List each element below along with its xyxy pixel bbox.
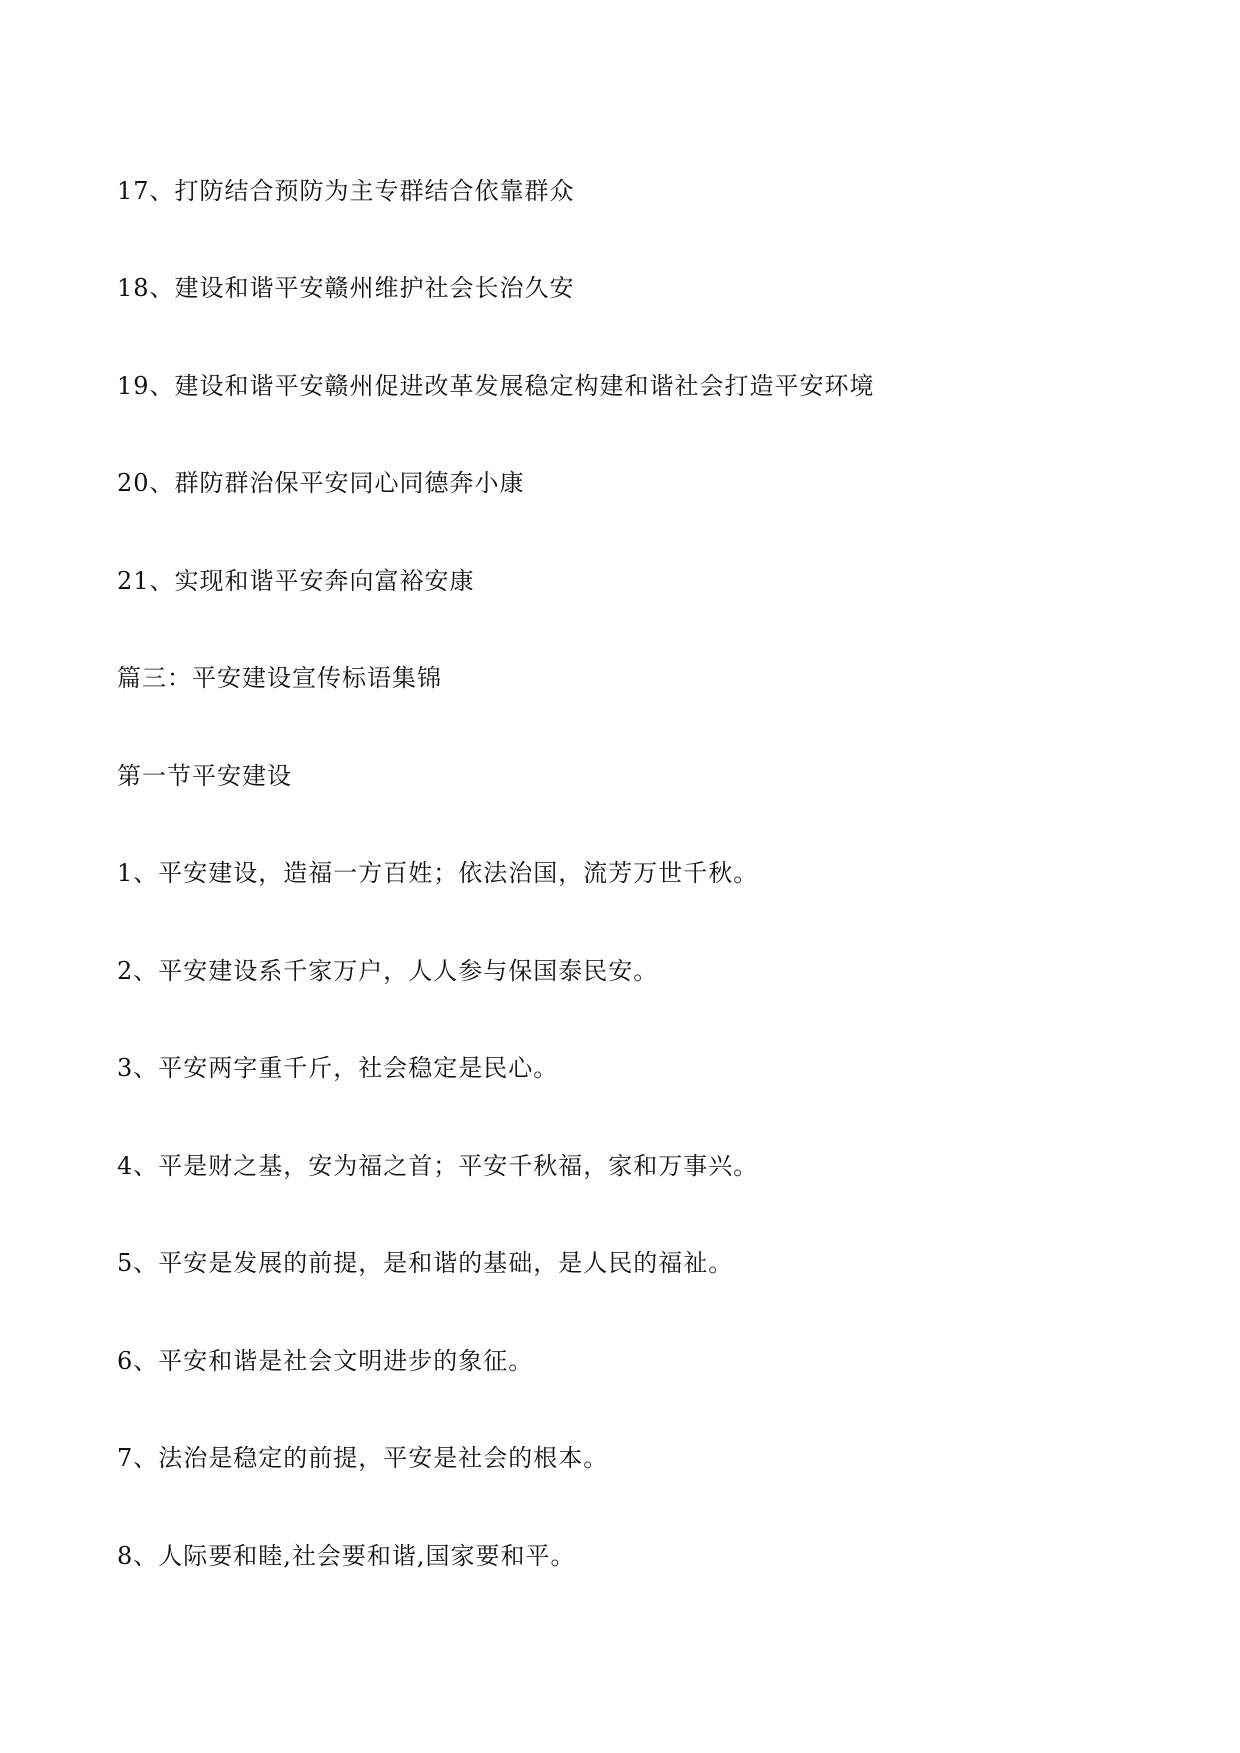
slogan-line-17: 17、打防结合预防为主专群结合依靠群众 <box>117 177 575 205</box>
section-heading: 篇三：平安建设宣传标语集锦 <box>117 664 442 692</box>
subsection-heading: 第一节平安建设 <box>117 762 292 790</box>
slogan-item-7: 7、法治是稳定的前提，平安是社会的根本。 <box>117 1444 609 1472</box>
slogan-item-4: 4、平是财之基，安为福之首；平安千秋福，家和万事兴。 <box>117 1152 759 1180</box>
slogan-item-5: 5、平安是发展的前提，是和谐的基础，是人民的福祉。 <box>117 1249 734 1277</box>
slogan-item-3: 3、平安两字重千斤，社会稳定是民心。 <box>117 1054 559 1082</box>
slogan-line-19: 19、建设和谐平安赣州促进改革发展稳定构建和谐社会打造平安环境 <box>117 372 875 400</box>
slogan-item-6: 6、平安和谐是社会文明进步的象征。 <box>117 1347 534 1375</box>
slogan-item-8: 8、人际要和睦,社会要和谐,国家要和平。 <box>117 1542 576 1570</box>
slogan-line-21: 21、实现和谐平安奔向富裕安康 <box>117 567 475 595</box>
slogan-item-1: 1、平安建设，造福一方百姓；依法治国，流芳万世千秋。 <box>117 859 759 887</box>
slogan-line-18: 18、建设和谐平安赣州维护社会长治久安 <box>117 274 575 302</box>
slogan-line-20: 20、群防群治保平安同心同德奔小康 <box>117 469 525 497</box>
slogan-item-2: 2、平安建设系千家万户，人人参与保国泰民安。 <box>117 957 659 985</box>
